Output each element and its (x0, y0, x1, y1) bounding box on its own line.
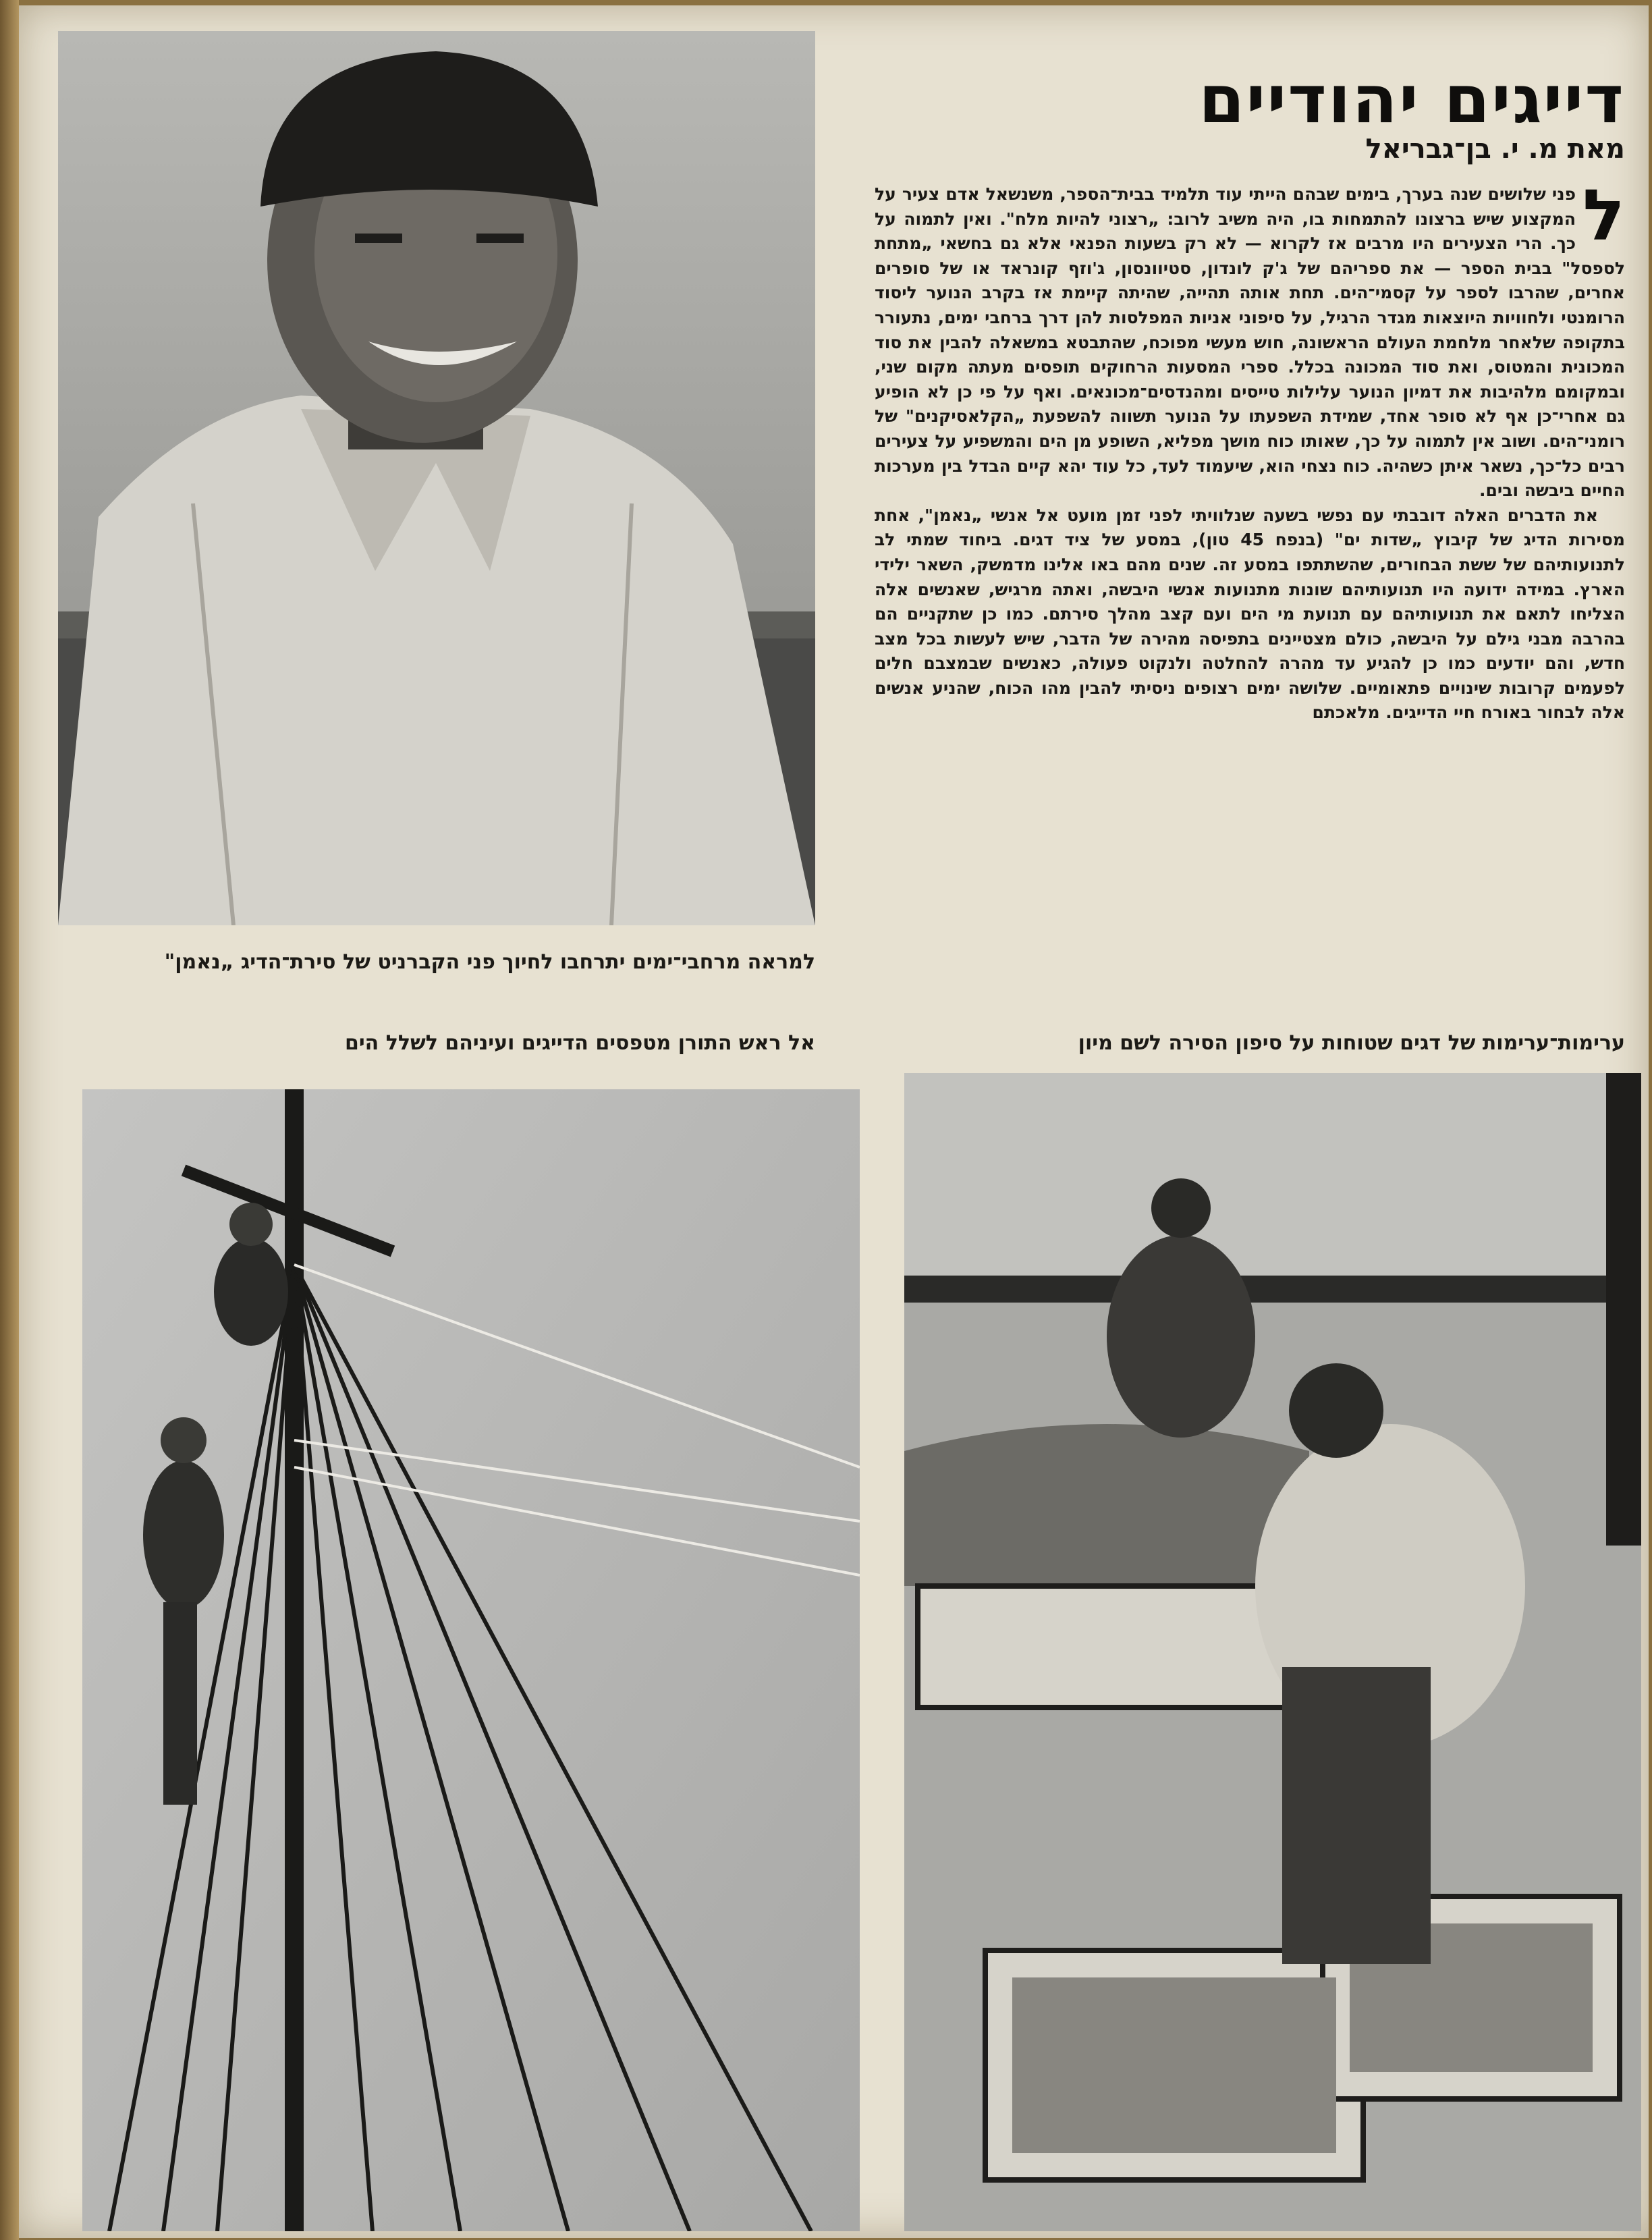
mast-image (82, 1089, 860, 2231)
fish-sorting-image (904, 1073, 1641, 2231)
article-paragraph-2: את הדברים האלה דובבתי עם נפשי בשעה שנלוויתי לפני זמן מועט אל אנשי „נאמן", אחת מסירות הדיג של קיבוץ „שדות ים" (בנפח 45 טון), במסע של ציד דגים. ביחוד שמתי לב לתנועותיהם של ששת הבחורים, שהשתתפו במסע זה. שנים מהם באו אלינו מדמשק, השאר ילידי הארץ. במידה ידועה היו תנועותיהם שונות מתנועות אנשי היבשה, ואתה מרגיש, שאנשים אלה הצליחו לתאם את תנועותיהם עם תנועת מי הים ועם קצב מהלך סירתם. כמו כן שתקניים הם בהרבה מבני גילם על היבשה, כולם מצטיינים בתפיסה מהירה של הדבר, שיש לעשות בכל מצב חדש, והם יודעים כמו כן להגיע עד מהרה להחלטה ולנקוט פעולה, כאנשים שבמצבם חלים לפעמים קרובות שינויים פתאומיים. שלושה ימים רצופים ניסיתי להבין מהו הכוח, שהניע אנשים אלה לבחור באורח חיי הדייגים. מלאכתם (875, 505, 1625, 723)
article-paragraph-1 (875, 182, 1625, 503)
photo-captain-portrait (58, 31, 815, 925)
photo-mast-climbers (82, 1089, 860, 2231)
paragraph-1-text: פני שלושים שנה בערך, בימים שבהם הייתי עוד תלמיד בבית־הספר, משנשאל אדם צעיר על המקצוע שיש ברצונו להתמחות בו, היה משיב לרוב: „רצוני להיות מלח". ואין לתמוה על כך. הרי הצעירים היו מרבים אז לקרוא — לא רק בשעות הפנאי אלא גם בחשאי „מתחת לספסל" בבית הספר — את ספריהם של ג'ק לונדון, סטיוונסון, ג'וזף קונראד או של סופרים אחרים, שהרבו לספר על קסמי־הים. תחת אותה תהייה, שהיתה קיימת אז בקרב הנוער ליסוד הרומנטי ולחוויות היוצאות מגדר הרגיל, על סיפוני אניות המפלסות להן דרך ברחבי ימים, נתעורר בתקופה שלאחר מלחמת העולם הראשונה, חוש מעשי מפוכח, שהתבטא במשאלה להבין את סוד המכונית והמטוס, ואת סוד המכונה בכלל. ספרי המסעות הרחוקים תופסים מעתה מקום שני, ובמקומם מלהיבות את דמיון הנוער עלילות טייסים ומהנדסים־מכונאים. ואף על פי כן לא הופיע גם אחרי־כן אף לא סופר אחד, שמידת השפעתו על הנוער תשווה להשפעת „הקלאסיקנים" של רומני־הים. ושוב אין לתמוה על כך, שאותו כוח מושך מפליא, השופע מן הים והמשפיע על צעירים רבים כל־כך, נשאר איתן כשהיה. כוח נצחי הוא, שיעמוד לעד, כל עוד יהא קיים הבדל בין מערכות החיים ביבשה ובים. (875, 184, 1625, 501)
article-title: דייגים יהודיים (1199, 61, 1625, 138)
drop-cap: ל (1582, 182, 1625, 256)
magazine-page (19, 5, 1649, 2238)
book-gutter (0, 0, 19, 2240)
article-body (875, 182, 1625, 1012)
article-byline: מאת מ. י. בן־גבריאל (1365, 134, 1625, 165)
caption-fish-piles: ערימות־ערימות של דגים שטוחות על סיפון הסירה לשם מיון (1078, 1031, 1625, 1055)
caption-mast: אל ראש התורן מטפסים הדייגים ועיניהם לשלל הים (344, 1031, 815, 1055)
portrait-image (58, 31, 815, 925)
photo-fish-sorting (904, 1073, 1641, 2231)
caption-portrait: למראה מרחבי־ימים יתרחבו לחיוך פני הקברניט של סירת־הדיג „נאמן" (164, 950, 815, 974)
